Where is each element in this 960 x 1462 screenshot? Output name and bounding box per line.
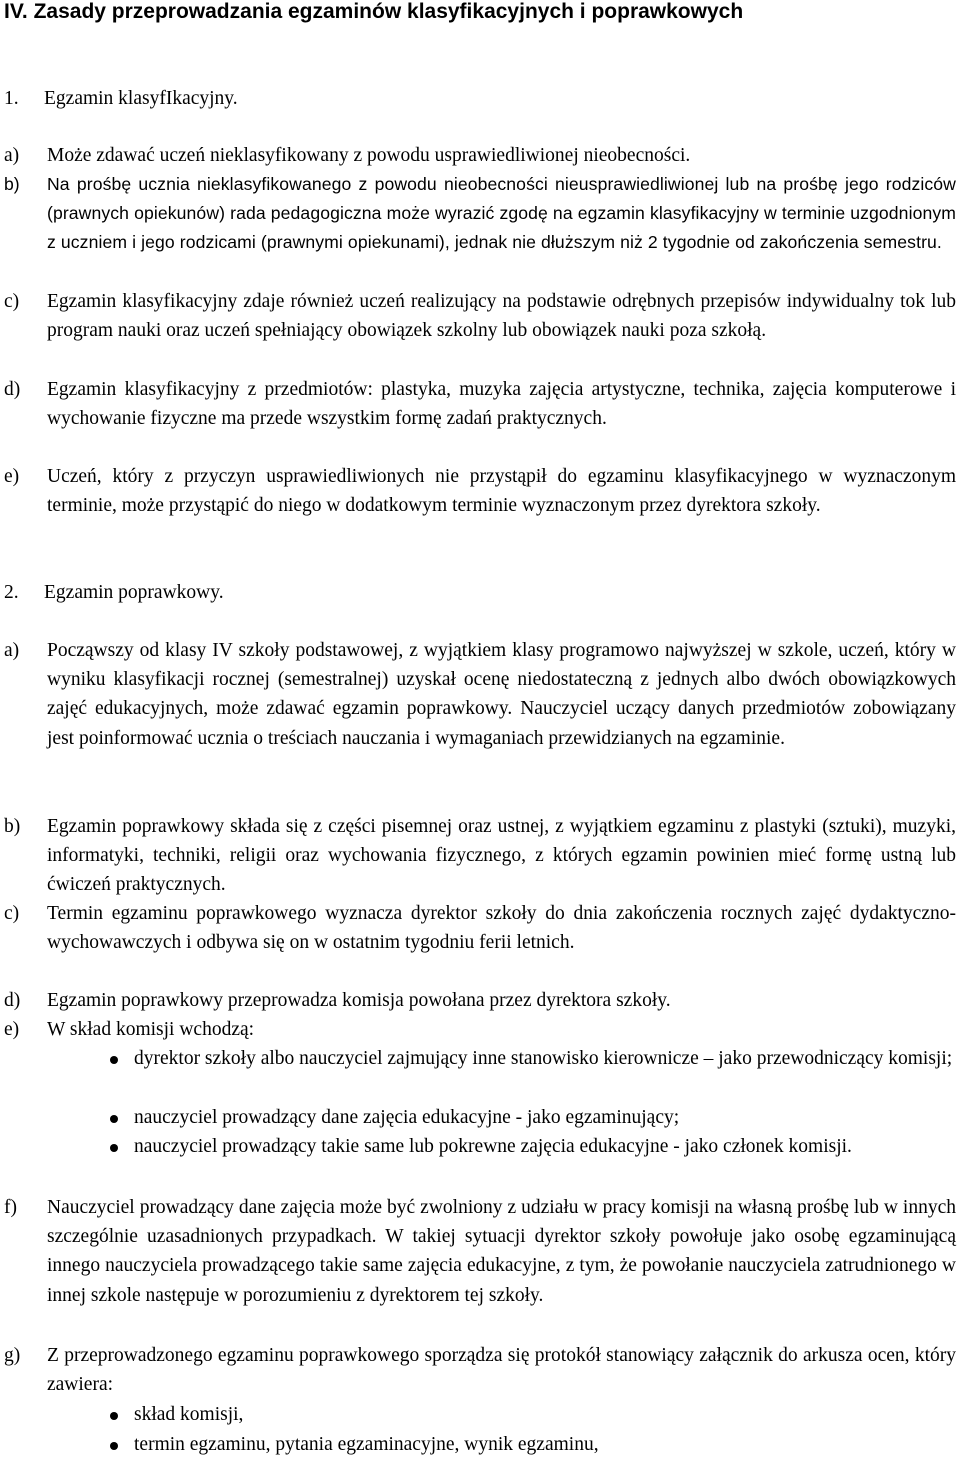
protocol-contents-list (4, 1400, 956, 1460)
committee-list (4, 1044, 956, 1162)
s1-item-e (4, 462, 956, 520)
chapter-heading: IV. Zasady przeprowadzania egzaminów klasyfikacyjnych i poprawkowych (4, 0, 744, 23)
s1-item-d-text: Egzamin klasyfikacyjny z przedmiotów: plastyka, muzyka zajęcia artystyczne, technika, zajęcia komputerowe i wychowanie fizyczne ma przede wszystkim formę zadań praktycznych. (47, 379, 956, 430)
committee-item-text: nauczyciel prowadzący dane zajęcia edukacyjne - jako egzaminujący; (134, 1107, 680, 1128)
committee-item (4, 1044, 956, 1103)
s1-item-d-label: d) (4, 379, 21, 400)
s1-item-c-label: c) (4, 291, 20, 312)
committee-item (4, 1103, 956, 1132)
s2-item-g-label: g) (4, 1345, 21, 1366)
committee-item (4, 1132, 956, 1162)
protocol-item (4, 1430, 956, 1460)
bullet-icon (110, 1144, 118, 1152)
protocol-item (4, 1400, 956, 1430)
s1-item-e-label: e) (4, 466, 20, 487)
s1-item-a-text: Może zdawać uczeń nieklasyfikowany z powodu usprawiedliwionej nieobecności. (47, 145, 691, 166)
s2-item-a (4, 636, 956, 753)
committee-item-text: nauczyciel prowadzący takie same lub pokrewne zajęcia edukacyjne - jako członek komisji. (134, 1136, 852, 1157)
s2-item-a-text: Począwszy od klasy IV szkoły podstawowej, z wyjątkiem klasy programowo najwyższej w szkole, uczeń, który w wyniku klasyfikacji rocznej (semestralnej) uzyskał ocenę niedostateczną z jednych albo dwóch obowiązkowych zajęć edukacyjnych, może zdawać egzamin poprawkowy. Nauczyciel uczący danych przedmiotów zobowiązany jest poinformować ucznia o treściach nauczania i wymaganiach przewidzianych na egzaminie. (47, 640, 956, 749)
committee-item-text: dyrektor szkoły albo nauczyciel zajmujący inne stanowisko kierownicze – jako przewodniczący komisji; (134, 1048, 953, 1069)
s2-item-b (4, 812, 956, 900)
s2-item-c (4, 899, 956, 957)
s2-item-d-label: d) (4, 990, 21, 1011)
s1-item-b-text: Na prośbę ucznia nieklasyfikowanego z powodu nieobecności nieusprawiedliwionej lub na prośbę jego rodziców (prawnych opiekunów) rada pedagogiczna może wyrazić zgodę na egzamin klasyfikacyjny w terminie uzgodnionym z uczniem i jego rodzicami (prawnymi opiekunami), jednak nie dłuższym niż 2 tygodnie od zakończenia semestru. (47, 174, 956, 252)
s2-item-e-text: W skład komisji wchodzą: (47, 1019, 255, 1040)
s1-item-c-text: Egzamin klasyfikacyjny zdaje również uczeń realizujący na podstawie odrębnych przepisów indywidualny tok lub program nauki oraz uczeń spełniający obowiązek szkolny lub obowiązek nauki poza szkołą. (47, 291, 956, 342)
bullet-icon (110, 1115, 118, 1123)
section-2-heading (4, 578, 224, 607)
section-1-number: 1. (4, 88, 19, 109)
s2-item-e-label: e) (4, 1019, 20, 1040)
s2-item-g (4, 1341, 956, 1399)
s2-item-f (4, 1193, 956, 1310)
s2-item-d (4, 986, 956, 1015)
protocol-item-text: skład komisji, (134, 1404, 244, 1425)
s1-item-e-text: Uczeń, który z przyczyn usprawiedliwionych nie przystąpił do egzaminu klasyfikacyjnego w wyznaczonym terminie, może przystąpić do niego w dodatkowym terminie wyznaczonym przez dyrektora szkoły. (47, 466, 956, 517)
s1-item-d (4, 375, 956, 433)
s1-item-b-label: b) (4, 174, 20, 194)
s2-item-a-label: a) (4, 640, 20, 661)
section-2-number: 2. (4, 582, 19, 603)
s2-item-e (4, 1015, 956, 1044)
s2-item-d-text: Egzamin poprawkowy przeprowadza komisja powołana przez dyrektora szkoły. (47, 990, 671, 1011)
section-2-title: Egzamin poprawkowy. (44, 582, 224, 603)
s2-item-b-text: Egzamin poprawkowy składa się z części pisemnej oraz ustnej, z wyjątkiem egzaminu z plastyki (sztuki), muzyki, informatyki, techniki, religii oraz wychowania fizycznego, z których egzamin powinien mieć formę ustną lub ćwiczeń praktycznych. (47, 816, 956, 896)
protocol-item-text: termin egzaminu, pytania egzaminacyjne, wynik egzaminu, (134, 1434, 599, 1455)
s2-item-c-text: Termin egzaminu poprawkowego wyznacza dyrektor szkoły do dnia zakończenia rocznych zajęć dydaktyczno-wychowawczych i odbywa się on w ostatnim tygodniu ferii letnich. (47, 903, 956, 954)
s1-item-a-label: a) (4, 145, 20, 166)
section-1-title: Egzamin klasyfIkacyjny. (44, 88, 238, 109)
s1-item-a (4, 141, 956, 170)
s1-item-b (4, 170, 956, 257)
bullet-icon (110, 1442, 118, 1450)
bullet-icon (110, 1412, 118, 1420)
s1-item-c (4, 287, 956, 345)
s2-item-b-label: b) (4, 816, 21, 837)
s2-item-c-label: c) (4, 903, 20, 924)
s2-item-f-text: Nauczyciel prowadzący dane zajęcia może być zwolniony z udziału w pracy komisji na własną prośbę lub w innych szczególnie uzasadnionych przypadkach. W takiej sytuacji dyrektor szkoły powołuje jako osobę egzaminującą innego nauczyciela prowadzącego takie same zajęcia edukacyjne, z tym, że powołanie nauczyciela zatrudnionego w innej szkole następuje w porozumieniu z dyrektorem tej szkoły. (47, 1197, 956, 1306)
bullet-icon (110, 1056, 118, 1064)
s2-item-g-text: Z przeprowadzonego egzaminu poprawkowego sporządza się protokół stanowiący załącznik do arkusza ocen, który zawiera: (47, 1345, 956, 1396)
section-1-heading (4, 84, 238, 113)
s2-item-f-label: f) (4, 1197, 17, 1218)
